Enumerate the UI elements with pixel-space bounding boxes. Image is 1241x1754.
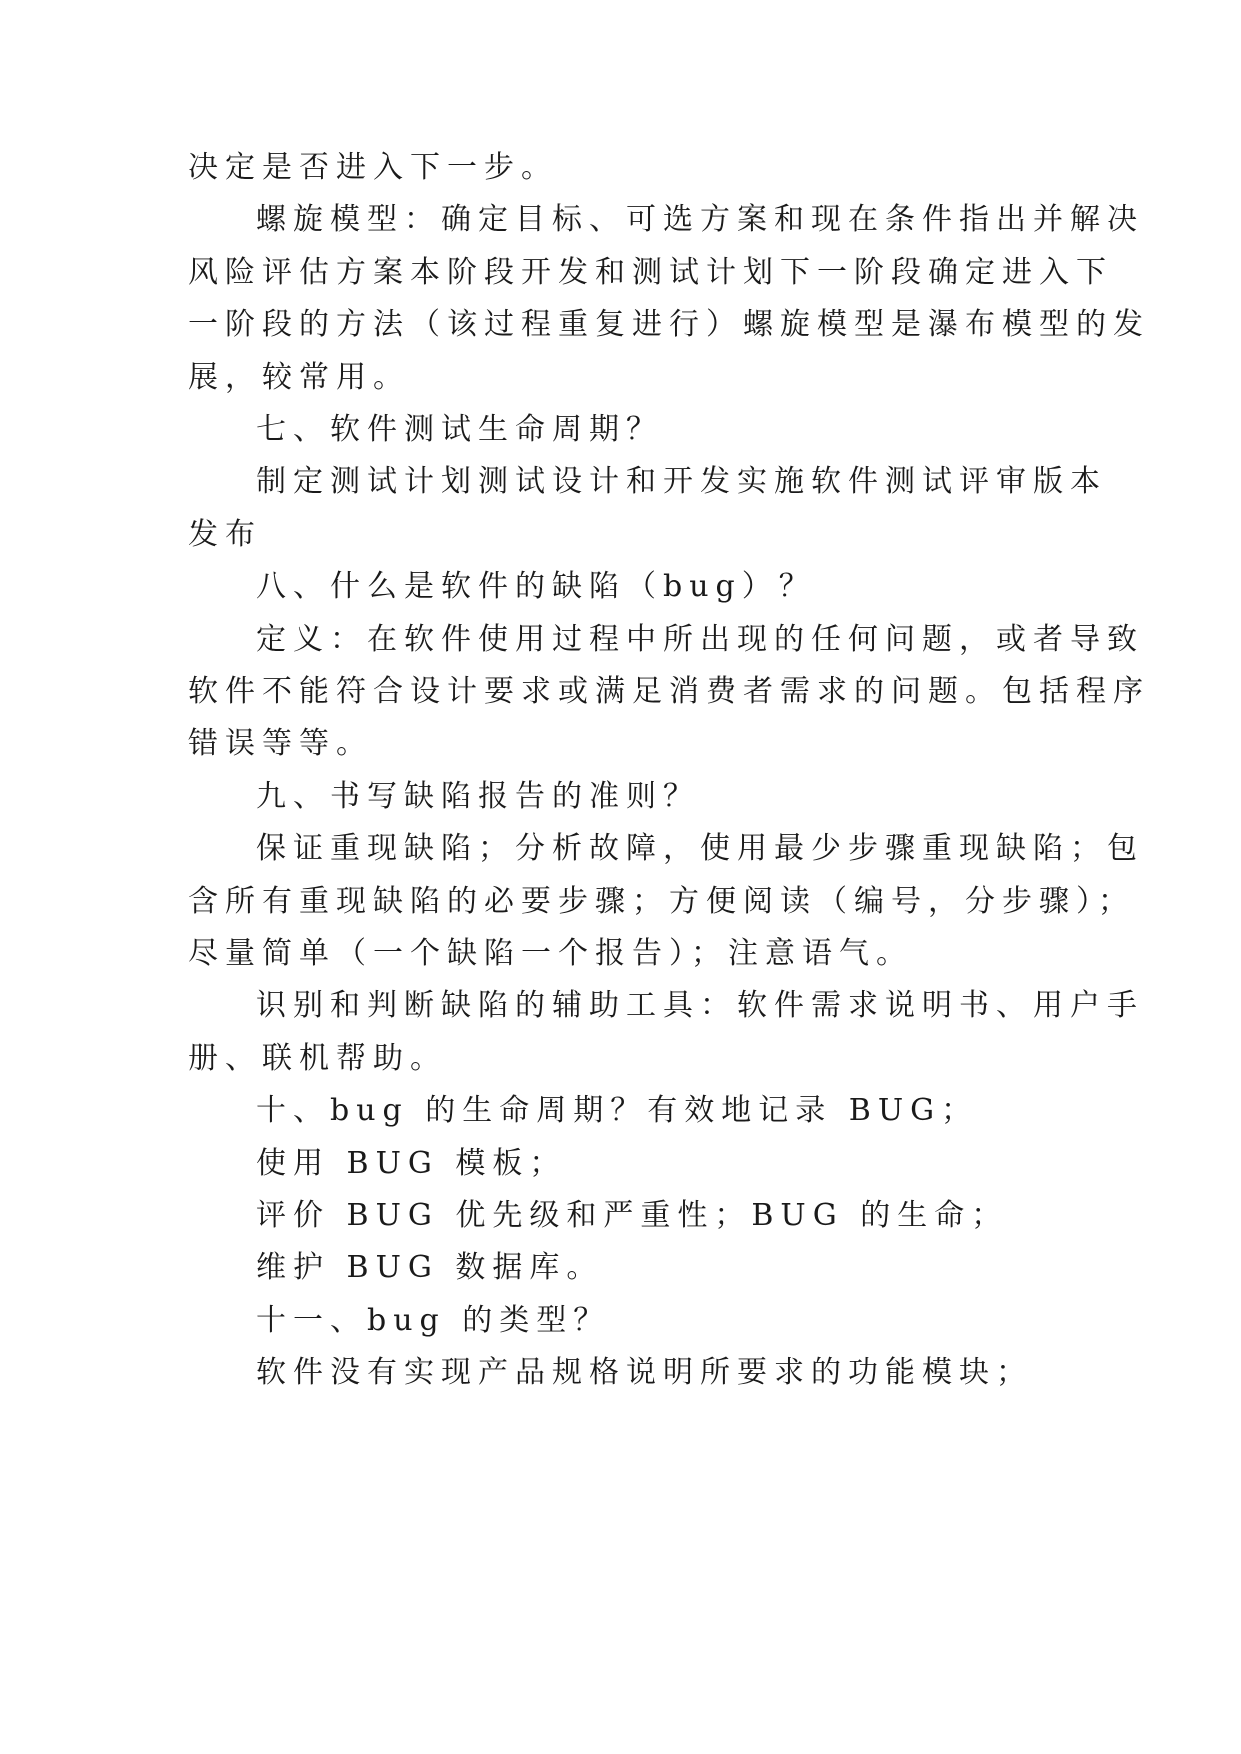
text-line: 册、联机帮助。 bbox=[188, 1041, 447, 1076]
text-line: 制定测试计划测试设计和开发实施软件测试评审版本 bbox=[256, 464, 1107, 499]
text-line: 使用 BUG 模板； bbox=[256, 1146, 567, 1181]
section-heading: 八、什么是软件的缺陷（bug）？ bbox=[256, 569, 816, 604]
text-line: 软件没有实现产品规格说明所要求的功能模块； bbox=[256, 1355, 1033, 1390]
section-heading: 九、书写缺陷报告的准则？ bbox=[256, 779, 700, 814]
text-line: 定义：在软件使用过程中所出现的任何问题，或者导致 bbox=[256, 622, 1144, 657]
text-line: 保证重现缺陷；分析故障，使用最少步骤重现缺陷；包 bbox=[256, 831, 1144, 866]
text-line: 展，较常用。 bbox=[188, 360, 410, 395]
text-line: 发布 bbox=[188, 517, 262, 552]
section-heading: 十一、bug 的类型？ bbox=[256, 1303, 611, 1338]
text-line: 软件不能符合设计要求或满足消费者需求的问题。包括程序 bbox=[188, 674, 1150, 709]
section-heading: 七、软件测试生命周期？ bbox=[256, 412, 663, 447]
text-line: 一阶段的方法（该过程重复进行）螺旋模型是瀑布模型的发 bbox=[188, 307, 1150, 342]
text-line: 尽量简单（一个缺陷一个报告）；注意语气。 bbox=[188, 936, 913, 971]
text-line: 维护 BUG 数据库。 bbox=[256, 1250, 604, 1285]
text-line: 识别和判断缺陷的辅助工具：软件需求说明书、用户手 bbox=[256, 988, 1144, 1023]
text-line: 决定是否进入下一步。 bbox=[188, 150, 558, 185]
text-line: 含所有重现缺陷的必要步骤；方便阅读（编号，分步骤）； bbox=[188, 884, 1135, 919]
text-line: 评价 BUG 优先级和严重性；BUG 的生命； bbox=[256, 1198, 1009, 1233]
text-line: 螺旋模型：确定目标、可选方案和现在条件指出并解决 bbox=[256, 202, 1144, 237]
text-line: 风险评估方案本阶段开发和测试计划下一阶段确定进入下 bbox=[188, 255, 1113, 290]
text-line: 错误等等。 bbox=[188, 726, 373, 761]
section-heading: 十、bug 的生命周期？有效地记录 BUG； bbox=[256, 1093, 979, 1128]
